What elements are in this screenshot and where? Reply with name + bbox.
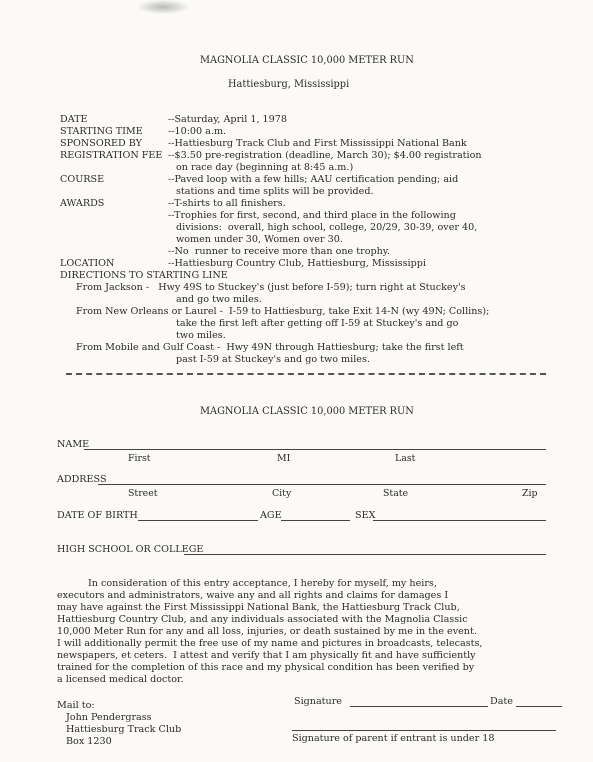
registration-fee-value-cont: on race day (beginning at 8:45 a.m.) — [176, 162, 354, 173]
address-zip-caption: Zip — [522, 488, 538, 499]
waiver-line: trained for the completion of this race and my physical condition has been verified by — [57, 662, 475, 673]
directions-jackson: From Jackson - Hwy 49S to Stuckey's (just before I-59); turn right at Stuckey's — [76, 282, 466, 293]
starting-time-label: STARTING TIME — [60, 126, 143, 137]
dob-label: DATE OF BIRTH — [57, 510, 138, 521]
mail-club: Hattiesburg Track Club — [66, 724, 182, 735]
awards-tshirts: --T-shirts to all finishers. — [168, 198, 286, 209]
waiver-line: executors and administrators, waive any and all rights and claims for damages I — [57, 590, 449, 601]
dob-field[interactable] — [138, 520, 258, 521]
signature-field[interactable] — [350, 706, 488, 707]
event-title: MAGNOLIA CLASSIC 10,000 METER RUN — [200, 55, 414, 66]
name-last-caption: Last — [395, 453, 416, 464]
signature-label: Signature — [294, 696, 342, 707]
awards-divisions: divisions: overall, high school, college, 20/29, 30-39, over 40, — [176, 222, 478, 233]
awards-divisions-cont: women under 30, Women over 30. — [176, 234, 343, 245]
registration-fee-label: REGISTRATION FEE — [60, 150, 163, 161]
directions-new-orleans-cont2: two miles. — [176, 330, 226, 341]
directions-heading: DIRECTIONS TO STARTING LINE — [60, 270, 228, 281]
directions-new-orleans-cont: take the first left after getting off I-59 at Stuckey's and go — [176, 318, 459, 329]
course-value: --Paved loop with a few hills; AAU certification pending; aid — [168, 174, 459, 185]
paper-smudge — [138, 0, 188, 14]
sex-label: SEX — [355, 510, 376, 521]
mail-box: Box 1230 — [66, 736, 112, 747]
waiver-line: I will additionally permit the free use of my name and pictures in broadcasts, telecasts, — [57, 638, 483, 649]
age-label: AGE — [260, 510, 282, 521]
directions-new-orleans: From New Orleans or Laurel - I-59 to Hattiesburg, take Exit 14-N (wy 49N; Collins); — [76, 306, 490, 317]
course-label: COURSE — [60, 174, 105, 185]
sex-field[interactable] — [373, 520, 546, 521]
awards-trophies: --Trophies for first, second, and third place in the following — [168, 210, 456, 221]
school-label: HIGH SCHOOL OR COLLEGE — [57, 544, 204, 555]
address-label: ADDRESS — [57, 474, 107, 485]
waiver-line: 10,000 Meter Run for any and all loss, injuries, or death sustained by me in the event. — [57, 626, 477, 637]
address-city-caption: City — [272, 488, 292, 499]
name-mi-caption: MI — [277, 453, 291, 464]
mail-name: John Pendergrass — [66, 712, 152, 723]
waiver-line: newspapers, et ceters. I attest and verify that I am physically fit and have sufficiently — [57, 650, 476, 661]
location-value: --Hattiesburg Country Club, Hattiesburg, Mississippi — [168, 258, 426, 269]
age-field[interactable] — [281, 520, 350, 521]
location-label: LOCATION — [60, 258, 115, 269]
signature-date-label: Date — [490, 696, 513, 707]
waiver-line: Hattiesburg Country Club, and any individuals associated with the Magnolia Classic — [57, 614, 468, 625]
name-field[interactable] — [84, 449, 546, 450]
tear-off-line — [66, 373, 546, 375]
directions-mobile: From Mobile and Gulf Coast - Hwy 49N through Hattiesburg; take the first left — [76, 342, 464, 353]
school-field[interactable] — [184, 554, 546, 555]
signature-date-field[interactable] — [516, 706, 562, 707]
date-value: --Saturday, April 1, 1978 — [168, 114, 287, 125]
awards-limit: --No runner to receive more than one trophy. — [168, 246, 390, 257]
address-field[interactable] — [98, 484, 546, 485]
awards-label: AWARDS — [60, 198, 105, 209]
date-label: DATE — [60, 114, 88, 125]
address-street-caption: Street — [128, 488, 158, 499]
course-value-cont: stations and time splits will be provided. — [176, 186, 374, 197]
parent-signature-label: Signature of parent if entrant is under 18 — [292, 733, 495, 744]
waiver-line: In consideration of this entry acceptance, I hereby for myself, my heirs, — [88, 578, 437, 589]
sponsored-by-label: SPONSORED BY — [60, 138, 142, 149]
waiver-line: a licensed medical doctor. — [57, 674, 184, 685]
registration-fee-value: --$3.50 pre-registration (deadline, March 30); $4.00 registration — [168, 150, 482, 161]
directions-jackson-cont: and go two miles. — [176, 294, 262, 305]
parent-signature-field[interactable] — [292, 730, 556, 731]
name-label: NAME — [57, 439, 90, 450]
name-first-caption: First — [128, 453, 151, 464]
mail-to-label: Mail to: — [57, 700, 95, 711]
waiver-line: may have against the First Mississippi National Bank, the Hattiesburg Track Club, — [57, 602, 460, 613]
sponsored-by-value: --Hattiesburg Track Club and First Mississippi National Bank — [168, 138, 467, 149]
starting-time-value: --10:00 a.m. — [168, 126, 227, 137]
form-title: MAGNOLIA CLASSIC 10,000 METER RUN — [200, 406, 414, 417]
event-location: Hattiesburg, Mississippi — [228, 79, 350, 90]
directions-mobile-cont: past I-59 at Stuckey's and go two miles. — [176, 354, 370, 365]
address-state-caption: State — [383, 488, 409, 499]
